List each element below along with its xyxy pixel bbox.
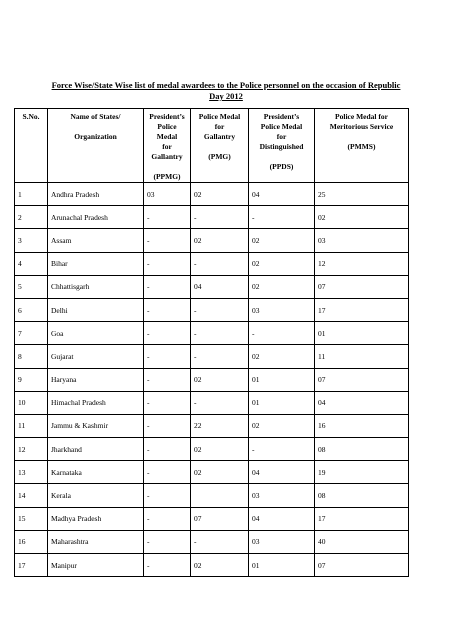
cell-ppds: 03 [249,298,315,321]
cell-name: Chhattisgarh [48,275,144,298]
cell-ppds: 02 [249,229,315,252]
header-pmg: Police Medal for Gallantry (PMG) [191,109,249,183]
cell-pmg: 02 [191,229,249,252]
cell-sno: 7 [15,322,48,345]
table-body [15,183,409,577]
table-row [15,507,409,530]
cell-sno: 13 [15,461,48,484]
cell-pmms: 03 [315,229,409,252]
cell-ppmg: - [144,322,191,345]
cell-ppds: 04 [249,461,315,484]
cell-ppmg: - [144,391,191,414]
cell-pmg: 02 [191,554,249,577]
cell-ppds: 04 [249,507,315,530]
cell-sno: 17 [15,554,48,577]
document-title [20,80,432,102]
table-row [15,206,409,229]
cell-pmms: 12 [315,252,409,275]
header-name: Name of States/ Organization [48,109,144,183]
cell-ppmg: - [144,507,191,530]
cell-sno: 4 [15,252,48,275]
cell-sno: 11 [15,414,48,437]
cell-pmg: - [191,345,249,368]
table-row [15,414,409,437]
cell-ppmg: - [144,206,191,229]
cell-pmg: 02 [191,461,249,484]
cell-ppds: 01 [249,554,315,577]
cell-ppmg: - [144,461,191,484]
cell-sno: 2 [15,206,48,229]
cell-pmg [191,484,249,507]
cell-pmg: - [191,322,249,345]
cell-name: Himachal Pradesh [48,391,144,414]
cell-pmms: 19 [315,461,409,484]
cell-name: Karnataka [48,461,144,484]
cell-pmms: 04 [315,391,409,414]
table-row [15,322,409,345]
header-sno: S.No. [15,109,48,183]
cell-name: Bihar [48,252,144,275]
cell-pmg: 22 [191,414,249,437]
cell-name: Gujarat [48,345,144,368]
header-ppmg: President’s Police Medal for Gallantry (PPMG) [144,109,191,183]
title-line-2: Day 2012 [209,91,243,101]
cell-ppds: 02 [249,252,315,275]
cell-pmms: 16 [315,414,409,437]
cell-pmg: - [191,252,249,275]
cell-sno: 3 [15,229,48,252]
table-header-row [15,109,409,183]
cell-ppds: 02 [249,275,315,298]
table-row [15,298,409,321]
cell-ppmg: - [144,275,191,298]
cell-pmms: 25 [315,183,409,206]
cell-name: Goa [48,322,144,345]
title-line-1: Force Wise/State Wise list of medal awardees to the Police personnel on the occasion of Republic [51,80,401,90]
table-row [15,345,409,368]
cell-name: Assam [48,229,144,252]
table-row [15,183,409,206]
cell-ppds: - [249,438,315,461]
medal-awardees-table [14,108,409,577]
table-row [15,275,409,298]
cell-name: Haryana [48,368,144,391]
table-row [15,438,409,461]
header-pmms: Police Medal for Meritorious Service (PMMS) [315,109,409,183]
cell-name: Delhi [48,298,144,321]
cell-ppds: - [249,206,315,229]
table-row [15,554,409,577]
cell-name: Jharkhand [48,438,144,461]
cell-pmms: 01 [315,322,409,345]
cell-ppmg: - [144,530,191,553]
cell-sno: 9 [15,368,48,391]
cell-sno: 5 [15,275,48,298]
cell-sno: 6 [15,298,48,321]
cell-pmms: 07 [315,368,409,391]
cell-ppmg: - [144,368,191,391]
cell-sno: 15 [15,507,48,530]
table-row [15,484,409,507]
cell-pmms: 08 [315,484,409,507]
cell-pmms: 17 [315,298,409,321]
cell-pmg: 02 [191,438,249,461]
cell-pmg: 07 [191,507,249,530]
cell-pmg: 02 [191,368,249,391]
cell-pmms: 40 [315,530,409,553]
table-row [15,530,409,553]
cell-ppmg: - [144,298,191,321]
cell-ppmg: - [144,438,191,461]
cell-ppmg: 03 [144,183,191,206]
cell-ppmg: - [144,252,191,275]
cell-sno: 1 [15,183,48,206]
cell-name: Maharashtra [48,530,144,553]
cell-sno: 16 [15,530,48,553]
cell-pmms: 17 [315,507,409,530]
cell-name: Andhra Pradesh [48,183,144,206]
cell-ppds: 01 [249,391,315,414]
cell-ppds: 02 [249,414,315,437]
cell-name: Manipur [48,554,144,577]
cell-pmg: - [191,298,249,321]
cell-name: Madhya Pradesh [48,507,144,530]
table-row [15,461,409,484]
header-ppds: President’s Police Medal for Distinguished (PPDS) [249,109,315,183]
cell-ppmg: - [144,229,191,252]
cell-ppds: 02 [249,345,315,368]
cell-sno: 12 [15,438,48,461]
cell-pmms: 07 [315,554,409,577]
cell-sno: 10 [15,391,48,414]
cell-sno: 8 [15,345,48,368]
cell-ppmg: - [144,554,191,577]
table-row [15,252,409,275]
table-row [15,229,409,252]
cell-name: Arunachal Pradesh [48,206,144,229]
cell-ppmg: - [144,414,191,437]
cell-name: Jammu & Kashmir [48,414,144,437]
cell-pmg: - [191,530,249,553]
cell-ppmg: - [144,345,191,368]
cell-pmg: - [191,206,249,229]
cell-ppds: 03 [249,530,315,553]
cell-ppmg: - [144,484,191,507]
cell-ppds: 03 [249,484,315,507]
cell-pmg: 02 [191,183,249,206]
cell-sno: 14 [15,484,48,507]
cell-ppds: - [249,322,315,345]
cell-pmg: 04 [191,275,249,298]
cell-pmms: 07 [315,275,409,298]
cell-pmg: - [191,391,249,414]
cell-pmms: 08 [315,438,409,461]
table-row [15,391,409,414]
cell-pmms: 02 [315,206,409,229]
cell-ppds: 04 [249,183,315,206]
cell-pmms: 11 [315,345,409,368]
cell-name: Kerala [48,484,144,507]
table-row [15,368,409,391]
cell-ppds: 01 [249,368,315,391]
